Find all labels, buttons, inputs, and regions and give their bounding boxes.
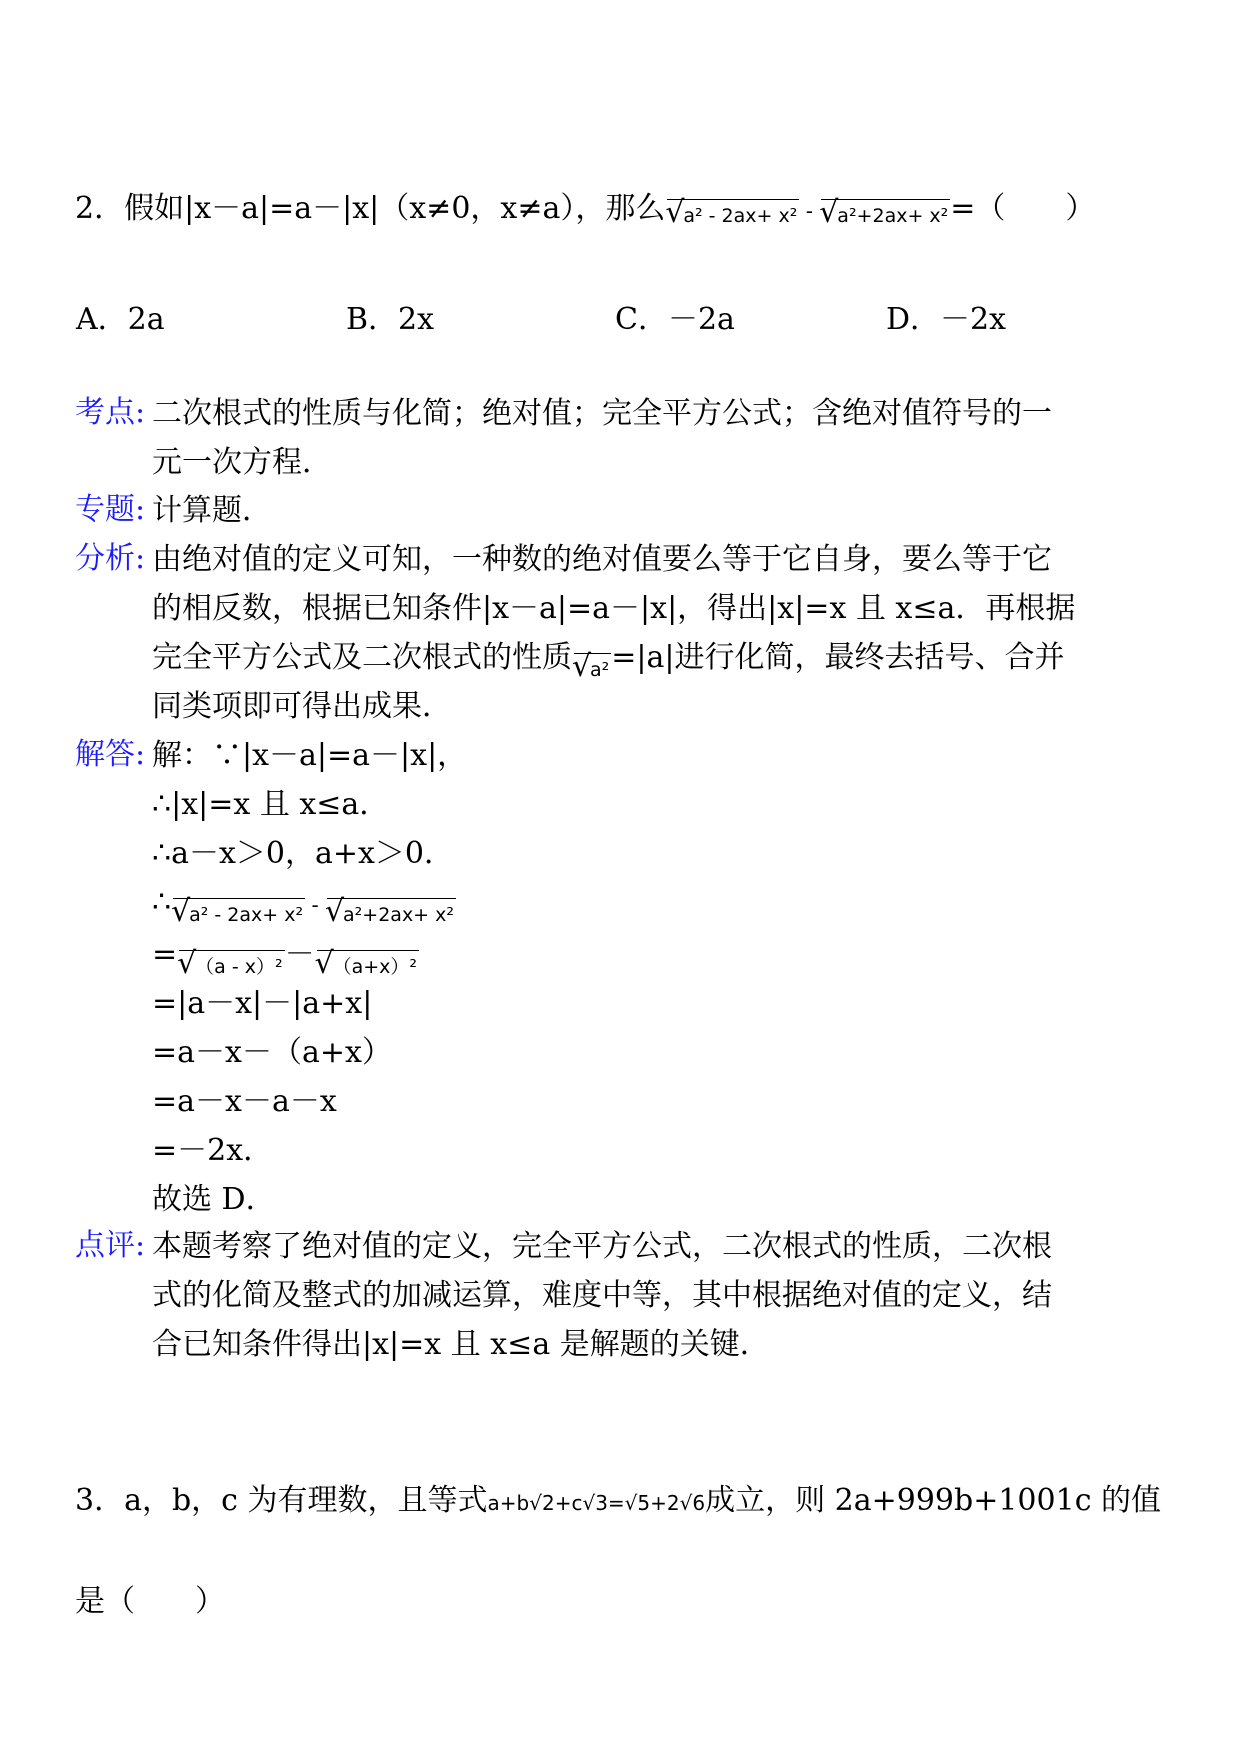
zhuanti-label: 专题: bbox=[75, 492, 146, 527]
jieda-radical-1: √ a² - 2ax+ x² bbox=[171, 894, 304, 929]
jieda-radical-2: √ a²+2ax+ x² bbox=[325, 894, 455, 929]
dianping-text bbox=[152, 1222, 1162, 1369]
kaodian-label: 考点: bbox=[75, 395, 146, 430]
q2-stem-text: 2．假如|x－a|=a－|x|（x≠0，x≠a），那么 bbox=[75, 191, 666, 226]
q2-option-c: C．－2a bbox=[615, 302, 735, 337]
jieda-line: ∴|x|=x 且 x≤a． bbox=[152, 787, 390, 822]
q3-stem-line2: 是（ ） bbox=[75, 1584, 225, 1619]
q2-option-b: B．2x bbox=[346, 302, 435, 337]
fenxi-line: 的相反数，根据已知条件|x－a|=a－|x|，得出|x|=x 且 x≤a．再根据 bbox=[152, 591, 1076, 626]
jieda-text bbox=[152, 731, 1162, 1224]
fenxi-line3-post: =|a|进行化简，最终去括号、合并 bbox=[611, 640, 1065, 675]
dianping-line: 本题考察了绝对值的定义，完全平方公式，二次根式的性质，二次根 bbox=[152, 1229, 1052, 1264]
kaodian-line: 元一次方程． bbox=[152, 445, 332, 480]
q2-option-a: A．2a bbox=[76, 302, 165, 337]
dianping-label: 点评: bbox=[75, 1228, 146, 1263]
q3-expression: a+b√2+c√3=√5+2√6 bbox=[487, 1491, 706, 1515]
fenxi-line: 由绝对值的定义可知，一种数的绝对值要么等于它自身，要么等于它 bbox=[152, 542, 1052, 577]
q2-stem bbox=[75, 189, 1095, 231]
fenxi-radical: √ a² bbox=[572, 649, 610, 684]
fenxi-line3-pre: 完全平方公式及二次根式的性质 bbox=[152, 640, 572, 675]
fenxi-label: 分析: bbox=[75, 541, 146, 576]
jieda-line: 故选 D． bbox=[152, 1182, 276, 1217]
jieda-line: =a－x－（a+x） bbox=[152, 1035, 392, 1070]
q2-minus: - bbox=[799, 199, 820, 223]
q2-stem-end: =（ ） bbox=[950, 191, 1096, 226]
q3-stem bbox=[75, 1481, 1161, 1523]
q3-stem-text: 3．a，b，c 为有理数，且等式 bbox=[75, 1483, 488, 1518]
kaodian-text bbox=[152, 389, 1162, 487]
jieda-line: =|a－x|－|a+x| bbox=[152, 986, 373, 1021]
q3-stem-end: 成立，则 2a+999b+1001c 的值 bbox=[705, 1483, 1162, 1518]
jieda-line: =a－x－a－x bbox=[152, 1084, 337, 1119]
q2-radical-1: √ a² - 2ax+ x² bbox=[665, 195, 798, 230]
q2-option-d: D．－2x bbox=[886, 302, 1007, 337]
jieda-line-5 bbox=[152, 930, 1162, 979]
fenxi-line-3 bbox=[152, 633, 1162, 682]
jieda-line: 解：∵|x－a|=a－|x|， bbox=[152, 738, 468, 773]
jieda-line: ∴a－x＞0，a+x＞0． bbox=[152, 836, 455, 871]
jieda-line-4 bbox=[152, 878, 1162, 930]
jieda-label: 解答: bbox=[75, 737, 146, 772]
jieda-l4-minus: - bbox=[305, 893, 326, 917]
fenxi-line: 同类项即可得出成果． bbox=[152, 689, 452, 724]
jieda-l5-pre: = bbox=[152, 937, 178, 972]
jieda-radical-3: √ （a - x）² bbox=[177, 946, 283, 981]
zhuanti-line: 计算题． bbox=[152, 493, 272, 528]
q2-radical-2: √ a²+2ax+ x² bbox=[819, 195, 949, 230]
jieda-line: =－2x． bbox=[152, 1133, 274, 1168]
jieda-l5-minus: － bbox=[284, 937, 315, 972]
jieda-l4-pre: ∴ bbox=[152, 885, 172, 920]
zhuanti-text bbox=[152, 486, 1162, 535]
dianping-line: 合已知条件得出|x|=x 且 x≤a 是解题的关键． bbox=[152, 1327, 770, 1362]
fenxi-text bbox=[152, 535, 1162, 731]
dianping-line: 式的化简及整式的加减运算，难度中等，其中根据绝对值的定义，结 bbox=[152, 1278, 1052, 1313]
kaodian-line: 二次根式的性质与化简；绝对值；完全平方公式；含绝对值符号的一 bbox=[152, 396, 1052, 431]
jieda-radical-4: √ （a+x）² bbox=[314, 946, 418, 981]
